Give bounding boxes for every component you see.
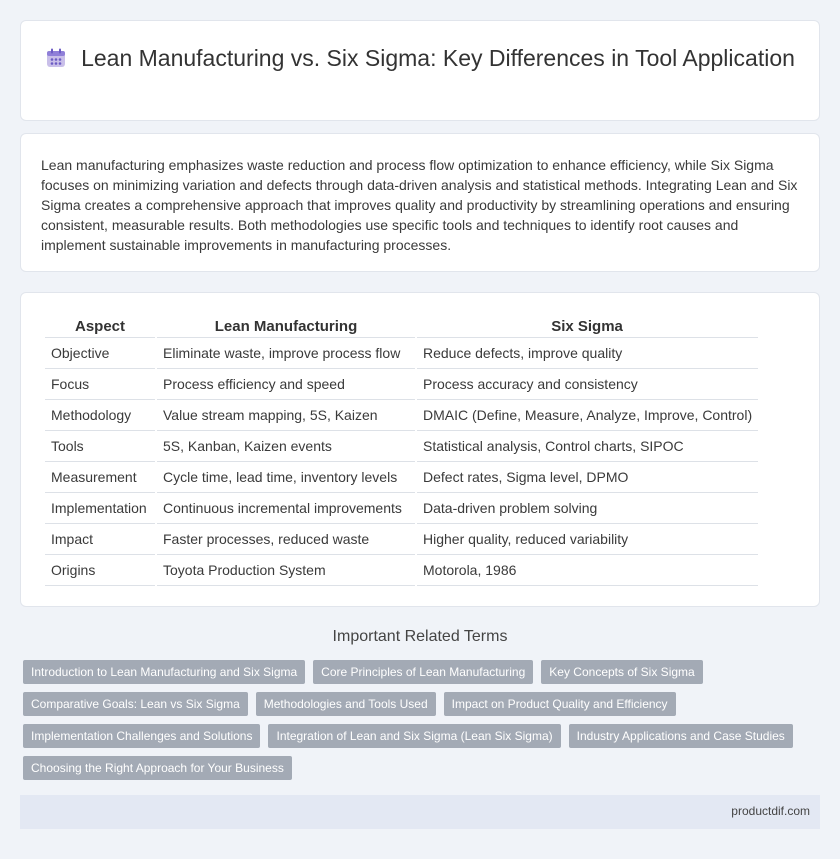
related-terms-list [23,660,823,788]
cell-lean: Cycle time, lead time, inventory levels [156,461,416,492]
related-term-tag[interactable]: Choosing the Right Approach for Your Business [23,756,292,780]
table-row [44,337,758,368]
table-row [44,430,758,461]
related-term-tag[interactable]: Implementation Challenges and Solutions [23,724,260,748]
table-row [44,492,758,523]
related-term-tag[interactable]: Integration of Lean and Six Sigma (Lean Six Sigma) [268,724,560,748]
table-row [44,399,758,430]
cell-six-sigma: Motorola, 1986 [416,554,758,585]
cell-aspect: Methodology [44,399,156,430]
table-row [44,554,758,585]
cell-lean: 5S, Kanban, Kaizen events [156,430,416,461]
cell-aspect: Focus [44,368,156,399]
footer [20,795,820,829]
cell-lean: Toyota Production System [156,554,416,585]
related-term-tag[interactable]: Introduction to Lean Manufacturing and Six Sigma [23,660,305,684]
cell-six-sigma: Process accuracy and consistency [416,368,758,399]
related-term-tag[interactable]: Impact on Product Quality and Efficiency [444,692,676,716]
related-term-tag[interactable]: Industry Applications and Case Studies [569,724,793,748]
cell-aspect: Impact [44,523,156,554]
intro-paragraph: Lean manufacturing emphasizes waste reduction and process flow optimization to enhance efficiency, while Six Sigma focuses on minimizing variation and defects through data-driven analysis and statistical methods. Integrating Lean and Six Sigma creates a comprehensive approach that improves quality and productivity by streamlining operations and ensuring consistent, measurable results. Both methodologies use specific tools and techniques to identify root causes and implement sustainable improvements in manufacturing processes. [41,157,798,253]
footer-site-link[interactable]: productdif.com [731,804,810,818]
tag-row [23,692,823,716]
tag-row [23,724,823,748]
header-six-sigma: Six Sigma [416,316,758,337]
cell-lean: Eliminate waste, improve process flow [156,337,416,368]
calendar-icon [45,47,67,69]
tag-row [23,660,823,684]
cell-aspect: Origins [44,554,156,585]
table-header-row [44,316,758,337]
intro-card [20,133,820,272]
related-term-tag[interactable]: Methodologies and Tools Used [256,692,436,716]
related-terms-title: Important Related Terms [332,628,508,645]
cell-aspect: Tools [44,430,156,461]
related-term-tag[interactable]: Key Concepts of Six Sigma [541,660,702,684]
cell-six-sigma: DMAIC (Define, Measure, Analyze, Improve, Control) [416,399,758,430]
header-lean: Lean Manufacturing [156,316,416,337]
cell-lean: Continuous incremental improvements [156,492,416,523]
cell-six-sigma: Statistical analysis, Control charts, SIPOC [416,430,758,461]
cell-lean: Value stream mapping, 5S, Kaizen [156,399,416,430]
table-row [44,461,758,492]
cell-lean: Process efficiency and speed [156,368,416,399]
header-aspect: Aspect [44,316,156,337]
page-title-text: Lean Manufacturing vs. Six Sigma: Key Differences in Tool Application [81,45,795,71]
cell-lean: Faster processes, reduced waste [156,523,416,554]
cell-aspect: Objective [44,337,156,368]
related-term-tag[interactable]: Comparative Goals: Lean vs Six Sigma [23,692,248,716]
title-card [20,20,820,121]
comparison-table [43,316,758,586]
cell-six-sigma: Reduce defects, improve quality [416,337,758,368]
cell-six-sigma: Higher quality, reduced variability [416,523,758,554]
cell-six-sigma: Defect rates, Sigma level, DPMO [416,461,758,492]
page-title [21,43,819,73]
cell-six-sigma: Data-driven problem solving [416,492,758,523]
table-row [44,523,758,554]
tag-row [23,756,823,780]
cell-aspect: Measurement [44,461,156,492]
table-row [44,368,758,399]
related-term-tag[interactable]: Core Principles of Lean Manufacturing [313,660,533,684]
cell-aspect: Implementation [44,492,156,523]
comparison-table-card [20,292,820,607]
